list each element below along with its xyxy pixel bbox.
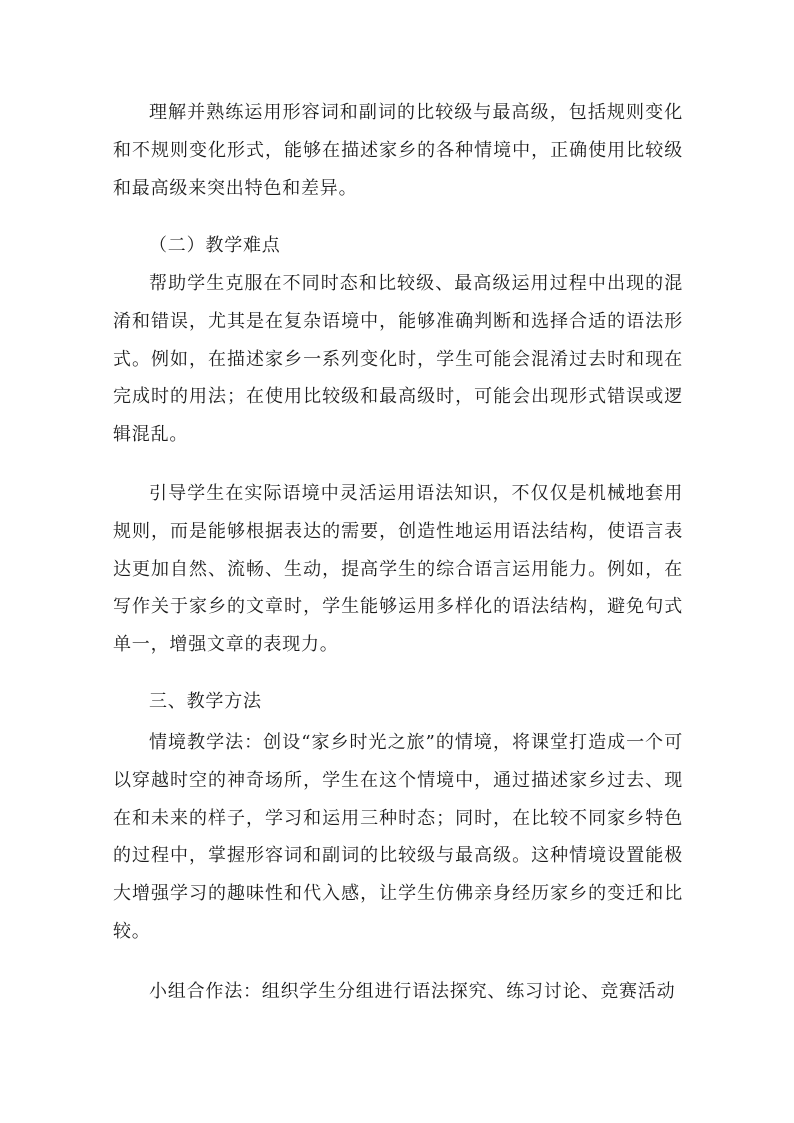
paragraph-difficulty-1: 帮助学生克服在不同时态和比较级、最高级运用过程中出现的混淆和错误，尤其是在复杂语境中，能够准确判断和选择合适的语法形式。例如，在描述家乡一系列变化时，学生可能会混淆过去时和现在完成时的用法；在使用比较级和最高级时，可能会出现形式错误或逻辑混乱。 xyxy=(113,273,683,446)
section-heading-difficulties: （二）教学难点 xyxy=(149,235,281,256)
section-heading-methods: 三、教学方法 xyxy=(149,691,262,712)
paragraph-group-method: 小组合作法：组织学生分组进行语法探究、练习讨论、竞赛活动 xyxy=(149,981,676,1002)
paragraph-difficulty-2: 引导学生在实际语境中灵活运用语法知识，不仅仅是机械地套用规则，而是能够根据表达的需要，创造性地运用语法结构，使语言表达更加自然、流畅、生动，提高学生的综合语言运用能力。例如，在写作关于家乡的文章时，学生能够运用多样化的语法结构，避免句式单一，增强文章的表现力。 xyxy=(113,483,683,656)
paragraph-situational-method: 情境教学法：创设“家乡时光之旅”的情境，将课堂打造成一个可以穿越时空的神奇场所，学生在这个情境中，通过描述家乡过去、现在和未来的样子，学习和运用三种时态；同时，在比较不同家乡特色的过程中，掌握形容词和副词的比较级与最高级。这种情境设置能极大增强学习的趣味性和代入感，让学生仿佛亲身经历家乡的变迁和比较。 xyxy=(113,732,683,942)
paragraph-key-points: 理解并熟练运用形容词和副词的比较级与最高级，包括规则变化和不规则变化形式，能够在描述家乡的各种情境中，正确使用比较级和最高级来突出特色和差异。 xyxy=(113,102,683,199)
